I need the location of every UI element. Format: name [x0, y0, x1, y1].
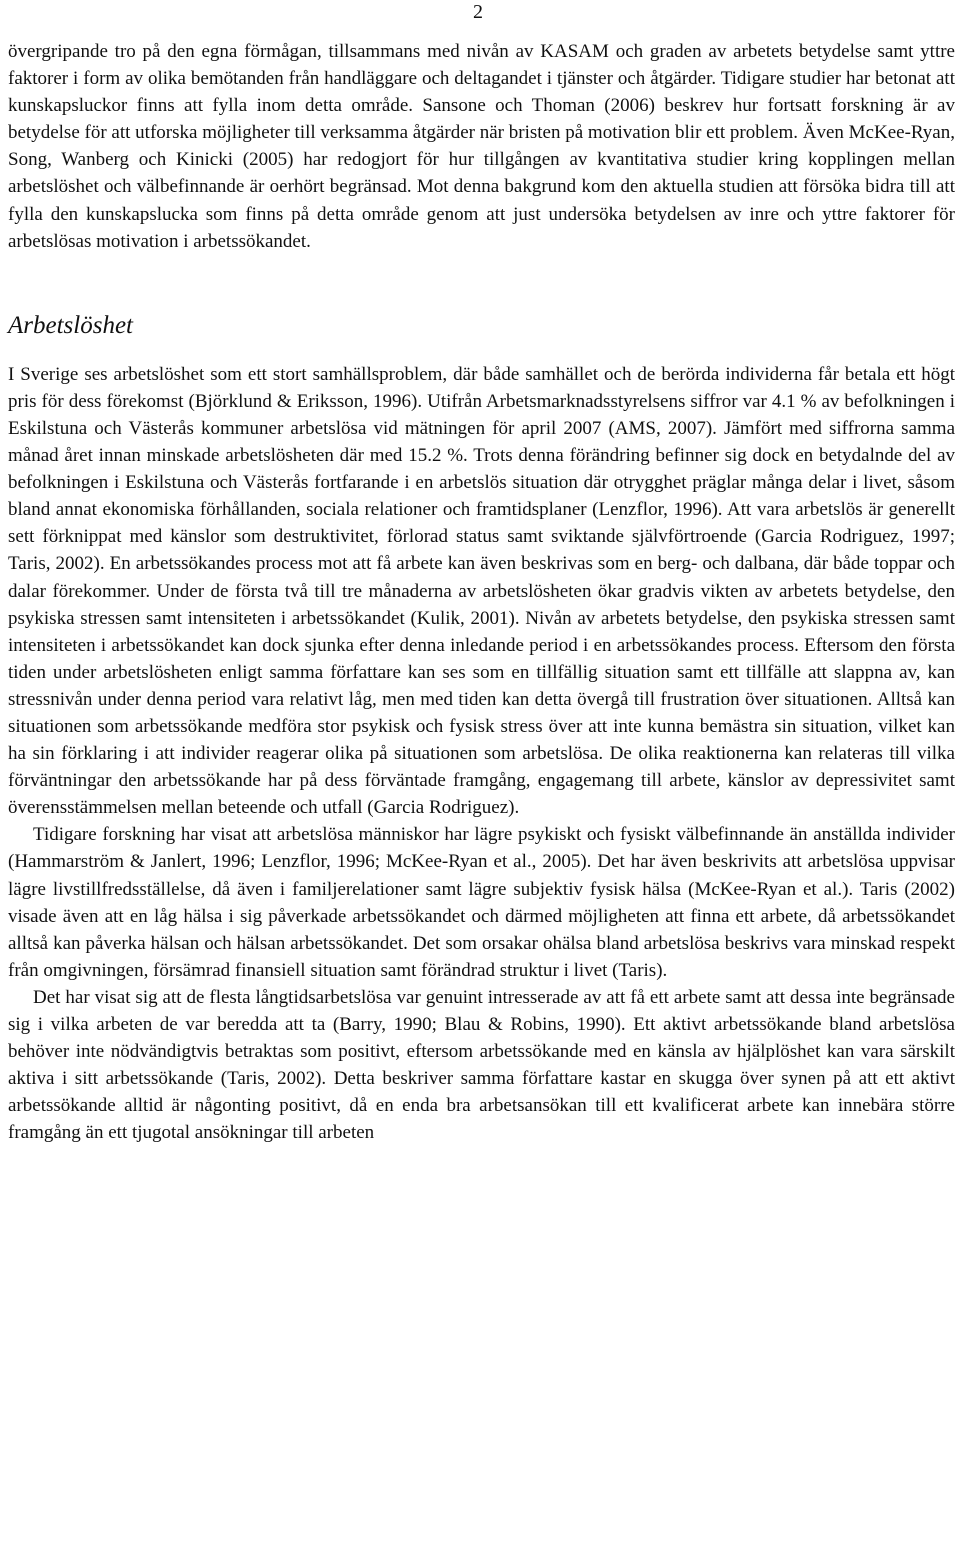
paragraph-long-term-unemployed: Det har visat sig att de flesta långtidsarbetslösa var genuint intresserade av att få ett arbete samt att dessa inte begränsade sig i vilka arbeten de var beredda att ta (Barry, 1990; Blau & Robins, 1990). Ett aktivt arbetssökande bland arbetslösa behöver inte nödvändigtvis betraktas som positivt, eftersom arbetssökande med en känsla av hjälplöshet kan vara särskilt aktiva i sitt arbetssökande (Taris, 2002). Detta beskriver samma författare kastar en skugga över synen på att ett aktivt arbetssökande alltid är någonting positivt, då en enda bra arbetsansökan till ett kvalificerat arbete kan innebära större framgång än ett tjugotal ansökningar till arbeten [8, 986, 955, 1144]
paragraph-unemployment-sweden: I Sverige ses arbetslöshet som ett stort samhällsproblem, där både samhället och de berörda individerna får betala ett högt pris för dess förekomst (Björklund & Eriksson, 1996). Utifrån Arbetsmarknadsstyrelsens siffror var 4.1 % av befolkningen i Eskilstuna och Västerås kommuner arbetslösa vid mätningen för april 2007 (AMS, 2007). Jämfört med siffrorna samma månad året innan minskade arbetslösheten där med 15.2 %. Trots denna förändring befinner sig dock en betydalnde del av befolkningen i Eskilstuna och Västerås fortfarande i en arbetslös situation där otrygghet präglar många delar i livet, såsom bland annat ekonomiska förhållanden, sociala relationer och framtidsplaner (Lenzflor, 1996). Att vara arbetslös är generellt sett förknippat med känslor som destruktivitet, förlorad status samt sviktande självförtroende (Garcia Rodriguez, 1997; Taris, 2002). En arbetssökandes process mot att få arbete kan även beskrivas som en berg- och dalbana, där både toppar och dalar förekommer. Under de första två till tre månaderna av arbetslösheten ökar gradvis vikten av arbetets betydelse, den psykiska stressen samt intensiteten i arbetssökandet (Kulik, 2001). Nivån av arbetets betydelse, den psykiska stressen samt intensiteten i arbetssökandet kan dock sjunka efter denna inledande period i en arbetssökandes process. Eftersom den första tiden under arbetslösheten enligt samma författare kan ses som en tillfällig situation samt ett tillfälle att slappna av, kan stressnivån under denna period vara relativt låg, men med tiden kan detta övergå till frustration över situationen. Alltså kan situationen som arbetssökande medföra stor psykisk och fysisk stress över att inte kunna bemästra sin situation, vilket kan ha sin förklaring i att individer reagerar olika på situationen som arbetslösa. De olika reaktionerna kan relateras till vilka förväntningar den arbetssökande har på dess förväntade framgång, engagemang till arbete, känslor av depressivitet samt överensstämmelsen mellan beteende och utfall (Garcia Rodriguez). [8, 363, 955, 819]
paragraph-previous-research: Tidigare forskning har visat att arbetslösa människor har lägre psykiskt och fysiskt välbefinnande än anställda individer (Hammarström & Janlert, 1996; Lenzflor, 1996; McKee-Ryan et al., 2005). Det har även beskrivits att arbetslösa uppvisar lägre livstillfredsställelse, då även i familjerelationer samt lägre subjektiv fysisk hälsa (McKee-Ryan et al.). Taris (2002) visade även att en låg hälsa i sig påverkade arbetssökandet och därmed möjligheten att finna ett arbete, då arbetssökandet alltså kan påverka hälsan och hälsan arbetssökandet. Det som orsakar ohälsa bland arbetslösa beskrivs vara minskad respekt från omgivningen, försämrad finansiell situation samt förändrad struktur i livet (Taris). [8, 824, 955, 981]
section-heading: Arbetslöshet [8, 311, 133, 339]
document-body [8, 38, 955, 1146]
page-number: 2 [473, 1, 483, 23]
paragraph-intro-continued: övergripande tro på den egna förmågan, tillsammans med nivån av KASAM och graden av arbetets betydelse samt yttre faktorer i form av olika bemötanden från handläggare och deltagandet i tjänster och åtgärder. Tidigare studier har betonat att kunskapsluckor finns att fylla inom detta område. Sansone och Thoman (2006) beskrev hur fortsatt forskning är av betydelse för att utforska möjligheter till verksamma åtgärder när bristen på motivation blir ett problem. Även McKee-Ryan, Song, Wanberg och Kinicki (2005) har redogjort för hur tillgången av kvantitativa studier kring kopplingen mellan arbetslöshet och välbefinnande är oerhört begränsad. Mot denna bakgrund kom den aktuella studien att försöka bidra till att fylla den kunskapslucka som finns på detta område genom att just undersöka betydelsen av inre och yttre faktorer för arbetslösas motivation i arbetssökandet. [8, 41, 955, 252]
